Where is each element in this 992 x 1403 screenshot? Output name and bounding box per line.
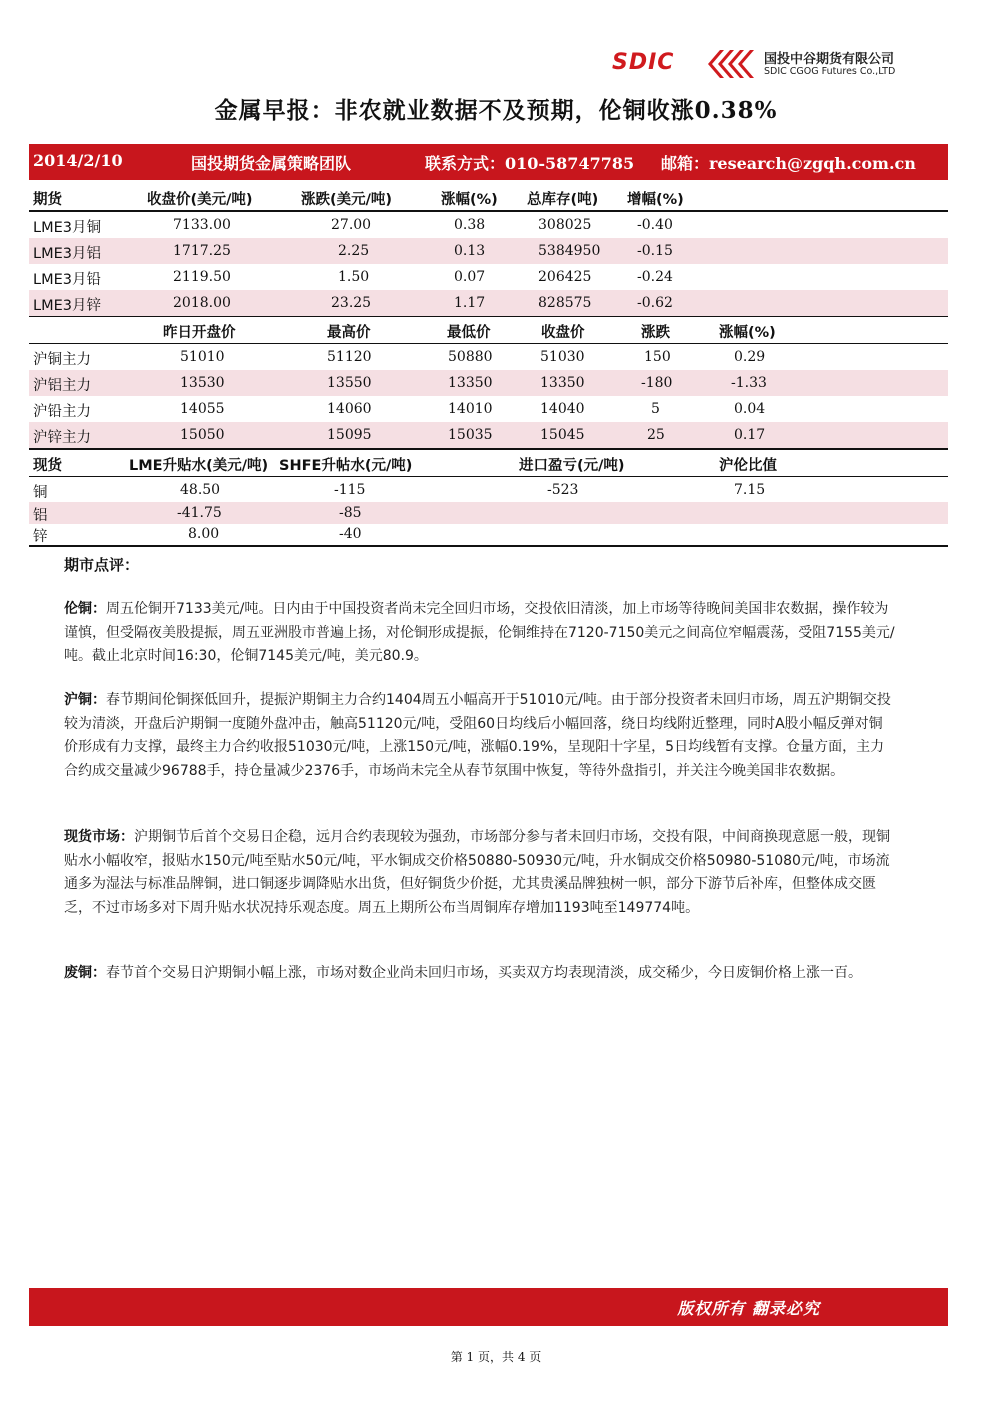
report-title: 金属早报：非农就业数据不及预期，伦铜收涨0.38% [214,97,778,124]
import-pl: -523 [547,482,579,498]
lme-header-row [29,184,948,210]
header-cell: 收盘价(美元/吨) [147,192,253,208]
header-cell: 总库存(吨) [527,192,599,208]
paragraph-label: 伦铜： [64,601,106,617]
team-name: 国投期货金属策略团队 [191,154,352,173]
table-row [29,502,948,524]
prev-open: 13530 [180,375,225,391]
row-label: 沪锌主力 [33,430,91,446]
table-row [29,422,948,448]
header-cell: 涨跌(美元/吨) [301,192,393,208]
table-row [29,396,948,422]
paragraph-scrap-copper [64,962,896,986]
high: 15095 [327,427,372,443]
close-price: 7133.00 [173,217,231,233]
table-row [29,238,948,264]
paragraph-shfe-copper [64,689,896,783]
close-price: 1717.25 [173,243,231,259]
change-pct: 0.07 [454,269,486,285]
paragraph-spot-market [64,826,896,920]
prev-open: 14055 [180,401,225,417]
paragraph-text: 沪期铜节后首个交易日企稳，远月合约表现较为强劲，市场部分参与者未回归市场，交投有限，中间商换现意愿一般，现铜贴水小幅收窄，报贴水150元/吨至贴水50元/吨，平水铜成交价格50880-50930元/吨，升水铜成交价格50980-51080元/吨，市场流通多为湿法与标准品牌铜，进口铜逐步调降贴水出货，但好铜货少价挺，尤其贵溪品牌独树一帜，部分下游节后补库，但整体成交匮乏，不过市场多对下周升贴水状况持乐观态度。周五上期所公布当周铜库存增加1193吨至149774吨。 [64,829,890,916]
inventory-change: -0.62 [637,295,673,311]
change: -180 [641,375,673,391]
header-cell: 涨跌 [641,325,670,341]
header-cell: 最高价 [327,325,371,341]
inventory: 206425 [538,269,592,285]
header-cell: 昨日开盘价 [163,325,236,341]
low: 50880 [448,349,493,365]
shfe-header-row [29,317,948,343]
contact-phone: 联系方式：010-58747785 [425,154,635,173]
table-row [29,344,948,370]
lme-premium: 48.50 [180,482,221,498]
inventory: 5384950 [538,243,601,259]
table-row [29,524,948,545]
shfe-premium: -85 [339,505,362,521]
header-cell: 期货 [33,192,62,208]
paragraph-label: 沪铜： [64,692,106,708]
header-cell: 涨幅(%) [719,325,776,341]
change: 2.25 [338,243,370,259]
close: 15045 [540,427,585,443]
paragraph-label: 现货市场： [64,829,134,845]
header-cell: 沪伦比值 [719,458,777,474]
inventory: 308025 [538,217,592,233]
change-pct: 0.04 [734,401,766,417]
logo-wordmark: SDIC [612,50,675,75]
row-label: 沪铅主力 [33,404,91,420]
lme-premium: -41.75 [177,505,222,521]
change-pct: 0.13 [454,243,486,259]
high: 13550 [327,375,372,391]
contact-email: 邮箱：research@zgqh.com.cn [661,154,916,173]
change-pct: 0.17 [734,427,766,443]
table-row [29,264,948,290]
prev-open: 51010 [180,349,225,365]
company-logo [612,48,912,84]
high: 51120 [327,349,372,365]
row-label: LME3月铜 [33,220,101,236]
change-pct: -1.33 [731,375,767,391]
row-label: 沪铜主力 [33,352,91,368]
company-name-en: SDIC CGOG Futures Co.,LTD [764,66,896,77]
footer-bar [29,1288,948,1326]
change: 1.50 [338,269,370,285]
change: 5 [651,401,660,417]
change-pct: 0.38 [454,217,486,233]
row-label: 铝 [33,508,48,524]
inventory-change: -0.40 [637,217,673,233]
change: 150 [644,349,671,365]
info-bar [29,144,948,180]
commentary-title: 期市点评： [64,556,140,574]
prev-open: 15050 [180,427,225,443]
row-label: LME3月锌 [33,298,101,314]
inventory-change: -0.15 [637,243,673,259]
change-pct: 0.29 [734,349,766,365]
copyright-notice: 版权所有 翻录必究 [677,1299,820,1318]
inventory: 828575 [538,295,592,311]
close-price: 2119.50 [173,269,231,285]
table-row [29,477,948,502]
paragraph-text: 周五伦铜开7133美元/吨。日内由于中国投资者尚未完全回归市场，交投依旧清淡，加上市场等待晚间美国非农数据，操作较为谨慎，但受隔夜美股提振，周五亚洲股市普遍上扬，对伦铜形成提振，伦铜维持在7120-7150美元之间高位窄幅震荡，受阻7155美元/吨。截止北京时间16:30，伦铜7145美元/吨，美元80.9。 [64,601,895,665]
low: 15035 [448,427,493,443]
divider [29,545,948,547]
table-row [29,212,948,238]
close-price: 2018.00 [173,295,231,311]
row-label: LME3月铅 [33,272,101,288]
change: 27.00 [331,217,372,233]
logo-mark-icon [706,48,756,80]
row-label: 锌 [33,529,48,545]
header-cell: SHFE升帖水(元/吨) [279,458,413,474]
paragraph-lme-copper [64,598,896,669]
close: 51030 [540,349,585,365]
row-label: 沪铝主力 [33,378,91,394]
close: 13350 [540,375,585,391]
report-date: 2014/2/10 [33,151,123,170]
row-label: LME3月铝 [33,246,101,262]
header-cell: 进口盈亏(元/吨) [519,458,625,474]
paragraph-text: 春节期间伦铜探低回升，提振沪期铜主力合约1404周五小幅高开于51010元/吨。由于部分投资者未回归市场，周五沪期铜交投较为清淡，开盘后沪期铜一度随外盘冲击，触高51120元/吨，受阻60日均线后小幅回落，绕日均线附近整理，同时A股小幅反弹对铜价形成有力支撑，最终主力合约收报51030元/吨，上涨150元/吨，涨幅0.19%，呈现阳十字星，5日均线暂有支撑。仓量方面，主力合约成交量减少96788手，持仓量减少2376手，市场尚未完全从春节氛围中恢复，等待外盘指引，并关注今晚美国非农数据。 [64,692,891,779]
change-pct: 1.17 [454,295,486,311]
table-row [29,290,948,316]
header-cell: 收盘价 [541,325,585,341]
spot-header-row [29,450,948,476]
low: 13350 [448,375,493,391]
inventory-change: -0.24 [637,269,673,285]
low: 14010 [448,401,493,417]
paragraph-text: 春节首个交易日沪期铜小幅上涨，市场对数企业尚未回归市场，买卖双方均表现清淡，成交稀少，今日废铜价格上涨一百。 [106,965,862,981]
row-label: 铜 [33,485,48,501]
header-cell: LME升贴水(美元/吨) [129,458,269,474]
sh-ldn-ratio: 7.15 [734,482,766,498]
company-name-cn: 国投中谷期货有限公司 [764,52,895,67]
close: 14040 [540,401,585,417]
shfe-premium: -40 [339,526,362,542]
paragraph-label: 废铜： [64,965,106,981]
shfe-premium: -115 [334,482,366,498]
header-cell: 涨幅(%) [441,192,498,208]
high: 14060 [327,401,372,417]
header-cell: 现货 [33,458,62,474]
lme-premium: 8.00 [188,526,220,542]
page-number: 第 1 页，共 4 页 [450,1350,542,1364]
table-row [29,370,948,396]
header-cell: 最低价 [447,325,491,341]
change: 23.25 [331,295,372,311]
change: 25 [647,427,665,443]
header-cell: 增幅(%) [627,192,684,208]
